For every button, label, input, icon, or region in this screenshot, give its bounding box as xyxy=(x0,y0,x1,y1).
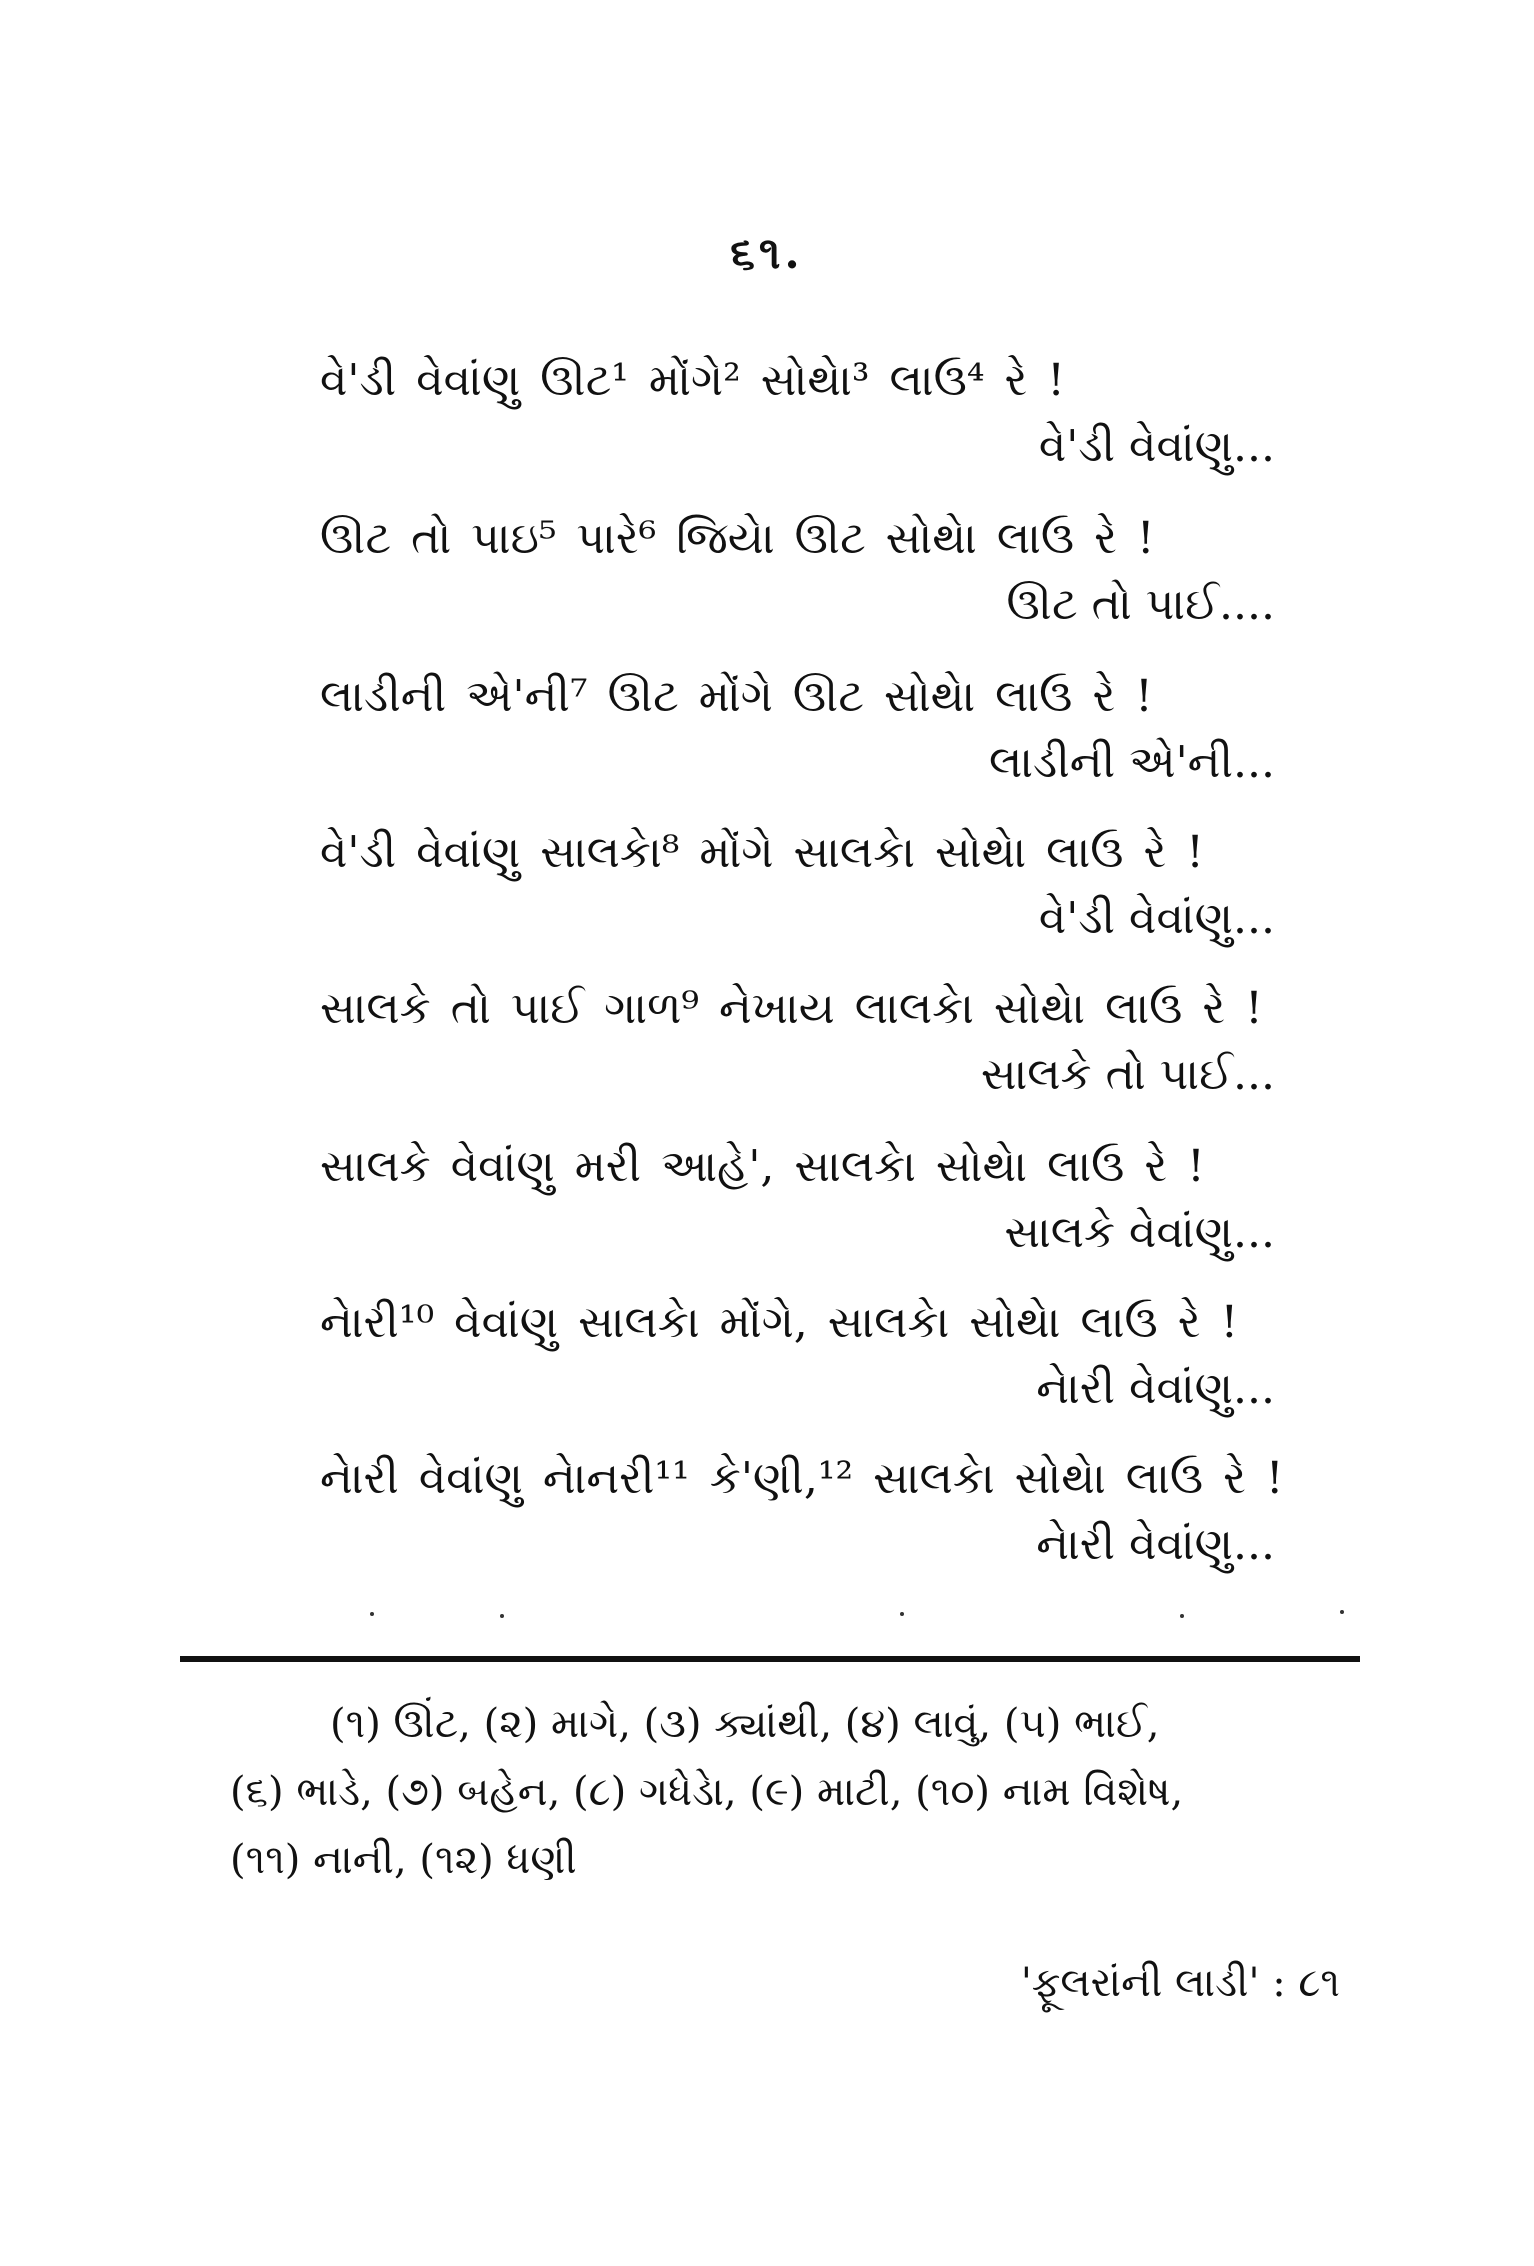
verse-refrain: સાલકે વેવાંણુ... xyxy=(1004,1207,1275,1258)
verse-stanza xyxy=(320,1290,1275,1422)
verse-line: સાલકે તો પાઈ ગાળ⁹ નેખાય લાલકેા સોથેા લાઉ રે ! xyxy=(320,983,1263,1034)
footnote-line: (૧) ઊંટ, (૨) માગે, (૩) ક્યાંથી, (૪) લાવું, (૫) ભાઈ, xyxy=(330,1701,1160,1747)
verse-line: નેારી¹⁰ વેવાંણુ સાલકેા મોંગે, સાલકેા સોથેા લાઉ રે ! xyxy=(320,1297,1239,1348)
verse-refrain: વે'ડી વેવાંણુ... xyxy=(1038,893,1275,944)
verse-refrain: લાડીની એ'ની... xyxy=(989,737,1275,788)
speck xyxy=(1180,1614,1184,1618)
verse-refrain: નેારી વેવાંણુ... xyxy=(1036,1519,1275,1570)
running-footer: 'ફૂલરાંની લાડી' : ૮૧ xyxy=(1020,1960,1340,2006)
verse-stanza xyxy=(320,664,1275,796)
verse-refrain: વે'ડી વેવાંણુ... xyxy=(1038,421,1275,472)
verse-line: નેારી વેવાંણુ નેાનરી¹¹ કે'ણી,¹² સાલકેા સોથેા લાઉ રે ! xyxy=(320,1453,1284,1504)
verse-stanza xyxy=(320,348,1275,480)
verse-line: ઊટ તો પાઇ⁵ પારે⁶ જિયેા ઊટ સોથેા લાઉ રે ! xyxy=(320,513,1155,564)
verse-line: સાલકે વેવાંણુ મરી આહે', સાલકેા સોથેા લાઉ રે ! xyxy=(320,1141,1205,1192)
verse-refrain: ઊટ તો પાઈ.... xyxy=(1006,579,1275,630)
speck xyxy=(900,1612,904,1616)
footnote-divider xyxy=(180,1656,1360,1662)
verse-refrain: સાલકે તો પાઈ... xyxy=(980,1049,1275,1100)
verse-refrain: નેારી વેવાંણુ... xyxy=(1036,1363,1275,1414)
speck xyxy=(1340,1610,1344,1614)
footnotes xyxy=(230,1690,1340,1894)
verse-stanza xyxy=(320,820,1275,952)
verse-line: વે'ડી વેવાંણુ સાલકેા⁸ મોંગે સાલકેા સોથેા લાઉ રે ! xyxy=(320,827,1204,878)
verse-stanza xyxy=(320,1446,1284,1578)
print-specks xyxy=(360,1608,1360,1628)
song-number: ૬૧. xyxy=(730,228,804,279)
footnote-line: (૬) ભાડે, (૭) બહેન, (૮) ગધેડેા, (૯) માટી, (૧૦) નામ વિશેષ, xyxy=(230,1769,1184,1815)
verse-stanza xyxy=(320,976,1275,1108)
footnote-line: (૧૧) નાની, (૧૨) ધણી xyxy=(230,1837,577,1883)
verse-stanza xyxy=(320,1134,1275,1266)
speck xyxy=(370,1612,374,1616)
verse-line: વે'ડી વેવાંણુ ઊટ¹ મોંગે² સોથેા³ લાઉ⁴ રે ! xyxy=(320,355,1065,406)
speck xyxy=(500,1614,504,1618)
verse-stanza xyxy=(320,506,1275,638)
verse-line: લાડીની એ'ની⁷ ઊટ મોંગે ઊટ સોથેા લાઉ રે ! xyxy=(320,671,1153,722)
